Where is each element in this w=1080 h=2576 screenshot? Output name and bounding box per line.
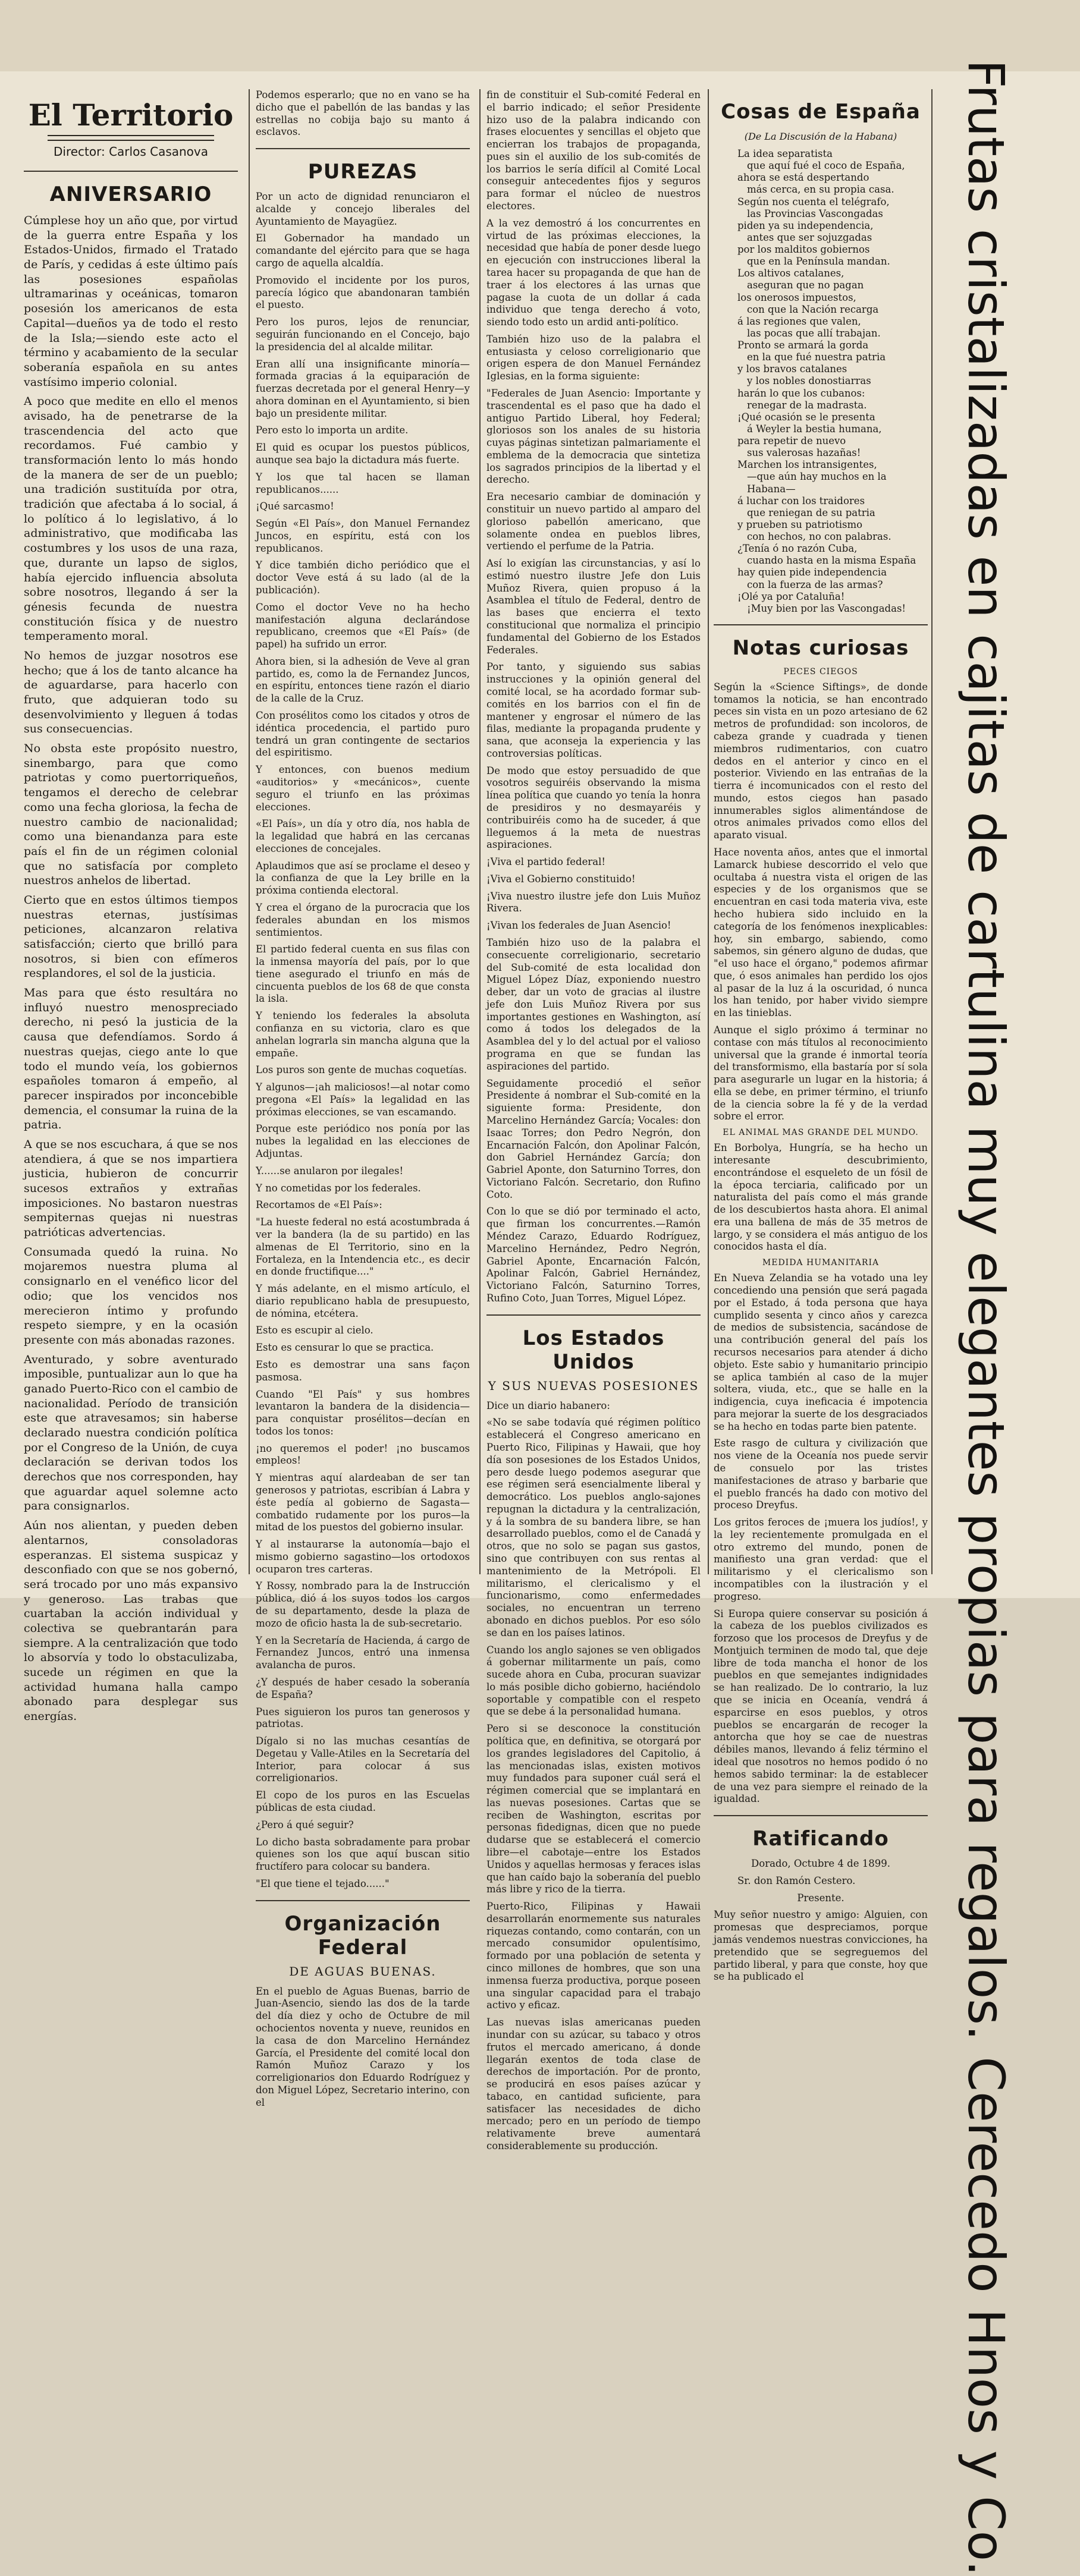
poem-line: cuando hasta en la misma España xyxy=(747,555,916,567)
column-4 xyxy=(714,89,928,1983)
article-heading-organizacion: Organización Federal xyxy=(284,1911,441,1959)
notes-medida-humanitaria xyxy=(714,1272,928,1806)
paragraph: "La hueste federal no está acostumbrada á ver la bandera (la de su partido) en las almenas de El Territorio, sino en la Fortaleza, en la Intendencia etc., es decir en donde fructifique...." xyxy=(256,1216,470,1278)
poem-line: harán lo que los cubanos: xyxy=(737,387,865,399)
article-estados-unidos-body xyxy=(486,1400,701,2153)
paragraph: Y Rossy, nombrado para la de Instrucción pública, dió á los suyos todos los cargos de su departamento, desde la plaza de mozo de oficio hasta la de sub-secretario. xyxy=(256,1580,470,1629)
paragraph: También hizo uso de la palabra el consecuente correligionario, secretario del Sub-comité de esta localidad don Miguel López Díaz, exponiendo nuestro deber, dar un voto de gracias al ilustre jefe don Luis Muñoz Rivera por sus importantes gestiones en Washington, así como á todos los delegados de la Asamblea del y lo del actual por el valioso programa en que se fundan las aspiraciones del partido. xyxy=(486,937,701,1072)
paragraph: El quid es ocupar los puestos públicos, aunque sea bajo la dictadura más fuerte. xyxy=(256,442,470,465)
rule xyxy=(486,1314,701,1316)
paragraph: "Federales de Juan Asencio: Importante y trascendental es el paso que ha dado el antiguo Partido Liberal, hoy Federal; gloriosos son los anales de su historia cuyas páginas sintetizan palmariamente el emblema de la democracia que sintetiza los sagrados principios de la libertad y el derecho. xyxy=(486,387,701,486)
paragraph: Lo dicho basta sobradamente para probar quienes son los que aquí buscan sitio fructífero para colocar su bandera. xyxy=(256,1836,470,1873)
poem-line: Según nos cuenta el telégrafo, xyxy=(737,196,890,207)
column-rule xyxy=(249,89,250,1574)
rule xyxy=(24,171,238,172)
notes-peces-ciegos xyxy=(714,681,928,1123)
poem-line: Marchen los intransigentes, xyxy=(737,459,877,471)
column-rule xyxy=(708,89,709,1574)
paragraph: Según la «Science Siftings», de donde tomamos la noticia, se han encontrado peces sin vista en un pozo artesiano de 62 metros de profundidad: son incoloros, de cabeza grande y cuadrada y tienen miembros rudimentarios, con cuatro dedos en el anterior y cinco en el posterior. Viviendo en las entrañas de la tierra é incomunicados con el resto del mundo, estos ciegos han pasado innumerables siglos alimentándose de otros animales privados como ellos del aparato visual. xyxy=(714,681,928,841)
paragraph: ¡Vivan los federales de Juan Asencio! xyxy=(486,920,671,932)
column-1 xyxy=(24,89,238,1723)
paragraph: Y más adelante, en el mismo artículo, el diario republicano habla de presupuesto, de nómina, etcétera. xyxy=(256,1283,470,1319)
poem-line: que aquí fué el coco de España, xyxy=(747,160,905,172)
poem-line: en la que fué nuestra patria xyxy=(747,351,886,363)
poem-line: ¿Tenía ó no razón Cuba, xyxy=(737,543,858,555)
source-note: (De La Discusión de la Habana) xyxy=(744,131,897,142)
paragraph: ¿Pero á qué seguir? xyxy=(256,1819,354,1830)
paragraph: Y......se anularon por ilegales! xyxy=(256,1165,404,1177)
poem-line: ahora se está despertando xyxy=(737,172,869,184)
paragraph: Y en la Secretaría de Hacienda, á cargo de Fernandez Juncos, entró una inmensa avalancha de puros. xyxy=(256,1634,470,1671)
poem-line: para repetir de nuevo xyxy=(737,435,846,446)
paragraph: A que se nos escuchara, á que se nos atendiera, á que se nos impartiera justicia, hubieron de concurrir sucesos extraños y extrañas imposiciones. No bastaron nuestras sempiternas quejas ni nuestras patrióticas advertencias. xyxy=(24,1137,238,1240)
paragraph: Dígalo si no las muchas cesantías de Degetau y Valle-Atiles en la Secretaría del Interior, para colocar á sus correligionarios. xyxy=(256,1735,470,1784)
poem-line: con la fuerza de las armas? xyxy=(747,578,883,590)
masthead-ornament xyxy=(48,135,214,141)
poem-line: Pronto se armará la gorda xyxy=(737,339,869,351)
paragraph: Consumada quedó la ruina. No mojaremos nuestra pluma al consignarlo en el venéfico licor del odio; que los vencidos nos merecieron íntimo y profundo respeto siempre, y en la ocasión presente con más abonadas razones. xyxy=(24,1245,238,1347)
poem-line: que reniegan de su patria xyxy=(747,507,875,518)
paragraph: Los gritos feroces de ¡muera los judíos!, y la ley recientemente promulgada en el otro extremo del mundo, ponen de manifiesto una gran verdad: que el militarismo y el clericalismo son incompatibles con la ilustración y el progreso. xyxy=(714,1517,928,1602)
column-2 xyxy=(256,89,470,2108)
paragraph: Las nuevas islas americanas pueden inundar con su azúcar, su tabaco y otros frutos el mercado americano, á donde llegarán exentos de toda clase de derechos de importación. Por de pronto, se producirá en esos países azúcar y tabaco, en cantidad suficiente, para satisfacer las necesidades de dicho mercado; pero en un período de tiempo relativamente breve aumentará considerablemente su producción. xyxy=(486,2017,701,2152)
paragraph: Eran allí una insignificante minoría—formada gracias á la equiparación de fuerzas decretada por el general Henry—y ahora dominan en el Ayuntamiento, si bien bajo un presidente militar. xyxy=(256,358,470,419)
paragraph: ¡no queremos el poder! ¡no buscamos empleos! xyxy=(256,1442,470,1467)
poem-line: La idea separatista xyxy=(737,148,833,159)
paragraph: Con lo que se dió por terminado el acto, que firman los concurrentes.—Ramón Méndez Carazo, Eduardo Rodríguez, Marcelino Hernández, Pedro Negrón, Gabriel Aponte, Encarnación Falcón, Apolinar Falcón, Gabriel Hernández, Victoriano Falcón, Saturnino Torres, Rufino Coto, Juan Torres, Miguel López. xyxy=(486,1206,701,1304)
paragraph: Los puros son gente de muchas coquetías. xyxy=(256,1064,467,1076)
paragraph: Y dice también dicho periódico que el doctor Veve está á su lado (al de la publicación). xyxy=(256,559,470,596)
poem-line: ¡Qué ocasión se le presenta xyxy=(737,411,875,423)
paragraph: ¡Viva el partido federal! xyxy=(486,856,605,868)
paragraph: Aventurado, y sobre aventurado imposible, puntualizar aun lo que ha ganado Puerto-Rico con el cambio de nacionalidad. Período de transición este que atravesamos; sin haberse declarado nuestra condición política por el Congreso de la Unión, de cuya declaración se derivan todos los derechos que nos corresponden, hay que aguardar aquel solemne acto para consignarlos. xyxy=(24,1353,238,1513)
article-heading-cosas-espana: Cosas de España xyxy=(721,100,921,124)
poem-line: á las regiones que valen, xyxy=(737,315,861,327)
paragraph: Este rasgo de cultura y civilización que nos viene de la Oceanía nos puede servir de consuelo por las tristes manifestaciones de atraso y barbarie que el pueblo francés ha dado con motivo del proceso Dreyfus. xyxy=(714,1438,928,1511)
paragraph: ¡Viva el Gobierno constituido! xyxy=(486,873,636,885)
ratificando-body xyxy=(714,1909,928,1983)
paragraph: Esto es escupir al cielo. xyxy=(256,1325,373,1336)
poem-line: piden ya su independencia, xyxy=(737,219,874,231)
paragraph: Seguidamente procedió el señor Presidente á nombrar el Sub-comité en la siguiente forma: Presidente, don Marcelino Hernández García; Vocales: don Isaac Torres; don Pedro Negrón, don Encarnación Falcón, don Apolinar Falcón, don Gabriel Hernández García; don Gabriel Aponte, don Saturnino Torres, don Victoriano Falcón. Secretario, don Rufino Coto. xyxy=(486,1077,701,1200)
poem-line: sus valerosas hazañas! xyxy=(747,447,861,459)
paragraph: Aplaudimos que así se proclame el deseo y la confianza de que la Ley brille en la próxima contienda electoral. xyxy=(256,860,470,897)
poem-line: más cerca, en su propia casa. xyxy=(747,184,894,196)
paragraph: Cierto que en estos últimos tiempos nuestras eternas, justísimas peticiones, alcanzaron relativa satisfacción; cierto que brilló para nosotros, si bien con efímeros resplandores, el sol de la justicia. xyxy=(24,893,238,980)
poem-line: con hechos, no con palabras. xyxy=(747,531,891,542)
poem-line: —que aún hay muchos en la Habana— xyxy=(747,471,887,495)
subheading-animal-grande: EL ANIMAL MAS GRANDE DEL MUNDO. xyxy=(723,1128,919,1138)
article-organizacion-body xyxy=(256,1986,470,2109)
paragraph: Cuando los anglo sajones se ven obligados á gobernar militarmente un país, como sucede ahora en Cuba, procuran suavizar lo más posible dicho gobierno, haciéndolo soportable y compatible con el respeto que se debe á la personalidad humana. xyxy=(486,1644,701,1718)
paragraph: El copo de los puros en las Escuelas públicas de esta ciudad. xyxy=(256,1789,470,1813)
article-heading-estados-unidos: Los Estados Unidos xyxy=(522,1326,665,1374)
paragraph: ¡Viva nuestro ilustre jefe don Luis Muñoz Rivera. xyxy=(486,890,701,914)
paragraph: Hace noventa años, antes que el inmortal Lamarck hubiese descorrido el velo que ocultaba á nuestra vista el origen de las especies y de los organismos que se encuentran en casi toda materia viva, este hecho hubiera sido incluido en la categoría de los fenómenos inexplicables: hoy, sin embargo, sabiendo, como sabemos, sin género alguno de dudas, que "el uso hace el órgano," podemos afirmar que, ó esos animales han perdido los ojos al pasar de la luz á la oscuridad, ó nunca los han tenido, por haber vivido siempre en las tinieblas. xyxy=(714,847,928,1019)
poem-line: Los altivos catalanes, xyxy=(737,268,844,279)
poem-line: los onerosos impuestos, xyxy=(737,291,856,303)
paragraph: Por un acto de dignidad renunciaron el alcalde y concejo liberales del Ayuntamiento de Mayagüez. xyxy=(256,191,470,227)
paragraph: Y al instaurarse la autonomía—bajo el mismo gobierno sagastino—los ortodoxos ocuparon tres carteras. xyxy=(256,1539,470,1575)
rule xyxy=(256,1900,470,1901)
presente: Presente. xyxy=(797,1892,844,1904)
paragraph: No hemos de juzgar nosotros ese hecho; que á los de tanto alcance ha de aguardarse, para hacerlo con fruto, que adquieran todo su desenvolvimiento y lleguen á todas sus consecuencias. xyxy=(24,649,238,736)
paragraph: Como el doctor Veve no ha hecho manifestación alguna declarándose republicano, creemos que «El País» (de papel) ha sufrido un error. xyxy=(256,601,470,650)
paragraph: En el pueblo de Aguas Buenas, barrio de Juan-Asencio, siendo las dos de la tarde del día diez y ocho de Octubre de mil ochocientos noventa y nueve, reunidos en la casa de don Marcelino Hernández García, el Presidente del comité local don Ramón Muñoz Carazo y los correligionarios don Eduardo Rodríguez y don Miguel López, Secretario interino, con el xyxy=(256,1985,470,2108)
rule xyxy=(256,148,470,149)
paragraph: Aún nos alientan, y pueden deben alentarnos, consoladoras esperanzas. El sistema suspicaz y desconfiado con que se nos gobernó, será trocado por uno más expansivo y generoso. Las trabas que cuartaban la acción individual y colectiva se quebrantarán para siempre. A la centralización que todo lo absorvía y todo lo obstaculizaba, sucede un régimen en que la actividad humana halla campo abonado para desplegar sus energías. xyxy=(24,1519,238,1723)
paragraph: De modo que estoy persuadido de que vosotros seguiréis observando la misma línea política que cuando yo tenía la honra de presidiros y no desmayaréis y contribuiréis como ha de suceder, á que lleguemos á la meta de nuestras aspiraciones. xyxy=(486,765,701,851)
paragraph: Recortamos de «El País»: xyxy=(256,1199,382,1211)
subheading-peces-ciegos: PECES CIEGOS xyxy=(783,666,858,677)
poem-line: ¡Muy bien por las Vascongadas! xyxy=(747,602,906,614)
vertical-advertisement xyxy=(933,59,1040,2576)
paragraph: fin de constituir el Sub-comité Federal en el barrio indicado; el señor Presidente hizo uso de la palabra indicando con frases elocuentes y sencillas el objeto que encierran los trabajos de propaganda, pues sin el auxilio de los sub-comités de los barrios le sería difícil al Comité Local conseguir antecedentes fijos y seguros para formar el núcleo de nuestros electores. xyxy=(486,89,701,212)
paragraph: Puerto-Rico, Filipinas y Hawaii desarrollarán enormemente sus naturales riquezas contando, como contarán, con un mercado consumidor opulentísimo, formado por una población de setenta y cinco millones de hombres, que son una inmensa fuerza productiva, porque poseen una singular capacidad para el trabajo activo y eficaz. xyxy=(486,1901,701,2011)
column-rule xyxy=(479,89,481,1574)
paragraph: Dice un diario habanero: xyxy=(486,1399,610,1411)
article-heading-purezas: PUREZAS xyxy=(307,160,418,184)
subheading-medida-humanitaria: MEDIDA HUMANITARIA xyxy=(762,1258,880,1268)
paragraph: Pero los puros, lejos de renunciar, seguirán funcionando en el Concejo, bajo la presidencia del al alcalde militar. xyxy=(256,316,470,353)
article-subheading-aguas-buenas: DE AGUAS BUENAS. xyxy=(289,1964,437,1979)
paragraph: Y mientras aquí alardeaban de ser tan generosos y patriotas, escribían á Labra y éste pedía al gobierno de Sagasta—combatido rudamente por los puros—la mitad de los puestos del gobierno insular. xyxy=(256,1472,470,1533)
newspaper-title: El Territorio xyxy=(28,97,234,133)
paragraph: Pues siguieron los puros tan generosos y patriotas. xyxy=(256,1706,470,1730)
paragraph: Esto es censurar lo que se practica. xyxy=(256,1342,434,1354)
paragraph: En Nueva Zelandia se ha votado una ley concediendo una pensión que será pagada por el Estado, á toda persona que haya cumplido sesenta y cinco años y carezca de medios de subsistencia, sacándose de una contribución general del país los recursos necesarios para atender á dicho objeto. Este sabio y humanitario principio se aplica también al caso de la mujer soltera, viuda, etc., que se halle en la indigencia, cuya ineficacia é impotencia para mejorar la suerte de los desgraciados se ha hecho en todas parte bien patente. xyxy=(714,1272,928,1432)
poem-line: á luchar con los traidores xyxy=(737,495,865,507)
page-top-edge xyxy=(0,0,1080,71)
paragraph: Pero si se desconoce la constitución política que, en definitiva, se otorgará por los grandes legisladores del Capitolio, á las mencionadas islas, existen motivos muy fundados para suponer cuál será el régimen comercial que se implantará en las nuevas posesiones. Cartas que se reciben de Washington, escritas por personas fidedignas, dicen que no puede dudarse que se establecerá el comercio libre—el cabotaje—entre los Estados Unidos y aquellas hermosas y feraces islas que han caído bajo la soberanía del pueblo más libre y rico de la tierra. xyxy=(486,1723,701,1895)
paragraph: Aunque el siglo próximo á terminar no contase con más títulos al reconocimiento universal que la grande é inmortal teoría del transformismo, ella bastaría por sí sola para asegurarle un lugar en la historia; á ella se debe, en primer término, el triunfo de la ciencia sobre la fé y de la verdad sobre el error. xyxy=(714,1024,928,1122)
paragraph: Por tanto, y siguiendo sus sabias instrucciones y la opinión general del comité local, se ha acordado formar sub-comités en los barrios con el fin de mantener y engrosar el número de las filas, mediante la propaganda prudente y sana, que aconseja la experiencia y las controversias políticas. xyxy=(486,661,701,759)
paragraph: Cúmplese hoy un año que, por virtud de la guerra entre España y los Estados-Unidos, firmado el Tratado de París, y cedidas á este último país las posesiones españolas ultramarinas y oceánicas, tomaron posesión los americanos de esta Capital—dueños ya de todo el resto de la Isla;—siendo este acto el término y acabamiento de la secular soberanía española en su antes vastísimo imperio colonial. xyxy=(24,214,238,389)
poem-line: y prueben su patriotismo xyxy=(737,518,863,530)
paragraph: ¡Qué sarcasmo! xyxy=(256,501,334,512)
dateline: Dorado, Octubre 4 de 1899. xyxy=(751,1858,890,1870)
poem-line: con que la Nación recarga xyxy=(747,303,879,315)
paragraph: Así lo exigían las circunstancias, y así lo estimó nuestro ilustre Jefe don Luis Muñoz Rivera, quien propuso á la Asamblea el título de Federal, dentro de las bases que encierra el texto constitucional que normaliza el principio fundamental del Gobierno de los Estados Federales. xyxy=(486,558,701,656)
paragraph: Con prosélitos como los citados y otros de idéntica procedencia, el partido puro tendrá un gran contingente de sectarios del espiritismo. xyxy=(256,710,470,759)
poem-line: que en la Península mandan. xyxy=(747,256,890,268)
paragraph: A poco que medite en ello el menos avisado, ha de penetrarse de la trascendencia del acto que recordamos. Fué cambio y transformación lento lo más hondo de la manera de ser de un pueblo; una tradición sustituída por otra, tradición que afectaba á lo social, á lo político á lo legislativo, á lo administrativo, que modificaba las costumbres y los usos de una raza, que, durante un lapso de siglos, había ejercido influencia absoluta sobre nosotros, llegando á ser la génesis fecunda de nuestra constitución física y de nuestro temperamento moral. xyxy=(24,395,238,643)
article-aniversario-body xyxy=(24,213,238,1724)
poem-line: y los bravos catalanes xyxy=(737,363,847,375)
article-heading-aniversario: ANIVERSARIO xyxy=(49,183,212,206)
article-purezas-body xyxy=(256,191,470,1891)
paragraph: En Borbolya, Hungría, se ha hecho un interesante descubrimiento, encontrándose el esqueleto de un fósil de la época terciaria, calificado por un naturalista del país como el más grande de los descubiertos hasta ahora. El animal era una ballena de más de 35 metros de largo, y se considera el más antiguo de los conocidos hasta el día. xyxy=(714,1142,928,1253)
paragraph: Y teniendo los federales la absoluta confianza en su victoria, claro es que anhelan lograrla sin mancha alguna que la empañe. xyxy=(256,1010,470,1059)
paragraph: Ahora bien, si la adhesión de Veve al gran partido, es, como la de Fernandez Juncos, en espíritu, entonces tiene razón el diario de la calle de la Cruz. xyxy=(256,655,470,704)
paragraph: Podemos esperarlo; que no en vano se ha dicho que el pabellón de las bandas y las estrellas no cobija bajo su manto á esclavos. xyxy=(256,89,470,138)
article-continuation xyxy=(256,89,470,139)
poem xyxy=(714,148,928,615)
poem-line: y los nobles donostiarras xyxy=(747,375,871,387)
poem-line: por los malditos gobiernos xyxy=(737,244,870,255)
paragraph: Según «El País», don Manuel Fernandez Juncos, en espíritu, está con los republicanos. xyxy=(256,518,470,554)
paragraph: Y crea el órgano de la purocracia que los federales abundan en los mismos sentimientos. xyxy=(256,901,470,938)
paragraph: Cuando "El País" y sus hombres levantaron la bandera de la disidencia—para conquistar prosélitos—decían en todos los tonos: xyxy=(256,1388,470,1437)
paragraph: Pero esto lo importa un ardite. xyxy=(256,424,409,436)
poem-line: aseguran que no pagan xyxy=(747,279,864,291)
paragraph: También hizo uso de la palabra el entusiasta y celoso correligionario que origen espera de don Manuel Fernández Iglesias, en la forma siguiente: xyxy=(486,333,701,382)
article-heading-notas-curiosas: Notas curiosas xyxy=(732,636,909,660)
paragraph: Mas para que ésto resultára no influyó nuestro menospreciado derecho, ni pesó la justicia de la causa que defendíamos. Sordo á nuestras quejas, ciego ante lo que todo el mundo veía, los gobiernos españoles tomaron á empeño, al parecer inspirados por inconcebible demencia, el consumar la ruina de la patria. xyxy=(24,986,238,1132)
addressee: Sr. don Ramón Cestero. xyxy=(737,1874,856,1886)
paragraph: El partido federal cuenta en sus filas con la inmensa mayoría del país, por lo que tiene asegurado el triunfo en más de cincuenta pueblos de los 68 de que consta la isla. xyxy=(256,943,470,1005)
paragraph: ¿Y después de haber cesado la soberanía de España? xyxy=(256,1676,470,1700)
paragraph: "El que tiene el tejado......" xyxy=(256,1877,390,1889)
paragraph: No obsta este propósito nuestro, sinembargo, para que como patriotas y como puertorriqueños, tengamos el derecho de celebrar como una fecha gloriosa, la fecha de nuestro cambio de nacionalidad; como una bienandanza para este país el fin de un régimen colonial que no satisfacía por completo nuestros anhelos de libertad. xyxy=(24,742,238,888)
poem-line: las pocas que allí trabajan. xyxy=(747,327,881,339)
article-heading-ratificando: Ratificando xyxy=(752,1827,889,1851)
masthead xyxy=(24,97,238,159)
paragraph: Esto es demostrar una sans façon pasmosa. xyxy=(256,1358,470,1383)
notes-animal-grande xyxy=(714,1142,928,1253)
article-organizacion-continued xyxy=(486,89,701,1305)
poem-line: ¡Olé ya por Cataluña! xyxy=(737,590,845,602)
rule xyxy=(714,624,928,625)
poem-line: renegar de la madrasta. xyxy=(747,399,867,411)
paragraph: «El País», un día y otro día, nos habla de la legalidad que habrá en las cercanas elecciones de concejales. xyxy=(256,818,470,854)
poem-line: las Provincias Vascongadas xyxy=(747,207,883,219)
paragraph: Y no cometidas por los federales. xyxy=(256,1182,421,1194)
director-line: Director: Carlos Casanova xyxy=(54,144,208,159)
paragraph: Y entonces, con buenos medium «auditorios» y «mecánicos», cuente seguro el triunfo en las próximas elecciones. xyxy=(256,764,470,813)
paragraph: Porque este periódico nos ponía por las nubes la legalidad en las elecciones de Adjuntas. xyxy=(256,1123,470,1160)
article-subheading-posesiones: Y SUS NUEVAS POSESIONES xyxy=(488,1378,699,1393)
paragraph: «No se sabe todavía qué régimen político establecerá el Congreso americano en Puerto Rico, Filipinas y Hawaii, que hoy día son posesiones de los Estados Unidos, pero desde luego podemos asegurar que ese régimen será esencialmente liberal y democrático. Los pueblos anglo-sajones repugnan la dictadura y la centralización, y á la sombra de su bandera libre, se han desarrollado pueblos, como el de Canadá y otros, que no solo se pagan sus gastos, sino que contribuyen con sus rentas al mantenimiento de la Metrópoli. El militarismo, el clericalismo y el funcionarismo, como enfermedades sociales, no encuentran un terreno abonado en dichos pueblos. Por eso sólo se dan en los países latinos. xyxy=(486,1417,701,1638)
poem-line: hay quien pide independencia xyxy=(737,567,887,578)
rule xyxy=(714,1815,928,1816)
poem-line: antes que ser sojuzgadas xyxy=(747,231,872,243)
paragraph: Era necesario cambiar de dominación y constituir un nuevo partido al amparo del glorioso pabellón americano, que solamente ondea en pueblos libres, vertiendo el perfume de la Patria. xyxy=(486,491,701,552)
paragraph: Y los que tal hacen se llaman republicanos...... xyxy=(256,471,470,495)
paragraph: Promovido el incidente por los puros, parecía lógico que abandonaran también el puesto. xyxy=(256,274,470,311)
paragraph: Si Europa quiere conservar su posición á la cabeza de los pueblos civilizados es forzoso que los procesos de Dreyfus y de Montjuich terminen de modo tal, que deje libre de toda mancha el honor de los pueblos en que semejantes indignidades se han realizado. De lo contrario, la luz que se inicia en Oceanía, vendrá á esparcirse en esos pueblos, y otros pueblos se encargarán de recoger la antorcha que hoy se cae de nuestras débiles manos, llevando á feliz término el ideal que nosotros no hemos podido ó no hemos sabido terminar: la de establecer de una vez para siempre el reinado de la igualdad. xyxy=(714,1608,928,1805)
paragraph: Y algunos—¡ah maliciosos!—al notar como pregona «El País» la legalidad en las próximas elecciones, se van escamando. xyxy=(256,1081,470,1118)
paragraph: Muy señor nuestro y amigo: Alguien, con promesas que despreciamos, porque jamás vendemos nuestras convicciones, ha pretendido que se segreguemos del partido liberal, y para que conste, hoy que se ha publicado el xyxy=(714,1909,928,1983)
paragraph: El Gobernador ha mandado un comandante del ejército para que se haga cargo de aquella alcaldía. xyxy=(256,232,470,269)
vertical-ad-text: Frutas cristalizadas en cajitas de cartulina muy elegantes propias para regalos. Cerecedo Hnos y Co. xyxy=(957,59,1015,2576)
paragraph: A la vez demostró á los concurrentes en virtud de las próximas elecciones, la necesidad que había de poner desde luego en ejecución con instrucciones liberal la tarea hacer su propaganda de que han de traer á los electores á las urnas que pagase la cuota de un dollar á cada individuo que tenga derecho á voto, siendo todo esto un ardid anti-político. xyxy=(486,217,701,328)
column-3 xyxy=(486,89,701,2152)
poem-line: á Weyler la bestia humana, xyxy=(747,423,882,435)
